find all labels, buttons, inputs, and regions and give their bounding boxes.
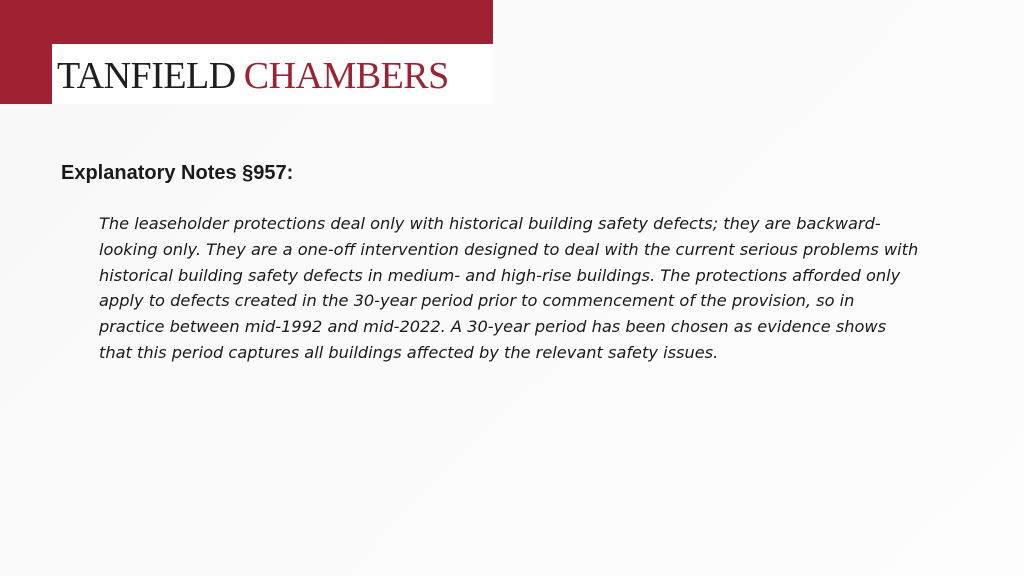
logo-text-chambers: CHAMBERS	[243, 55, 449, 97]
logo	[52, 44, 493, 104]
slide-heading: Explanatory Notes §957:	[61, 162, 294, 184]
logo-text-tanfield: TANFIELD	[57, 55, 236, 97]
logo-wordmark	[57, 56, 449, 96]
quoted-explanatory-note: The leaseholder protections deal only with historical building safety defects; they are backward-looking only. They are a one-off intervention designed to deal with the current serious problems with historical building safety defects in medium- and high-rise buildings. The protections afforded only apply to defects created in the 30-year period prior to commencement of the provision, so in practice between mid-1992 and mid-2022. A 30-year period has been chosen as evidence shows that this period captures all buildings affected by the relevant safety issues.	[99, 214, 919, 362]
